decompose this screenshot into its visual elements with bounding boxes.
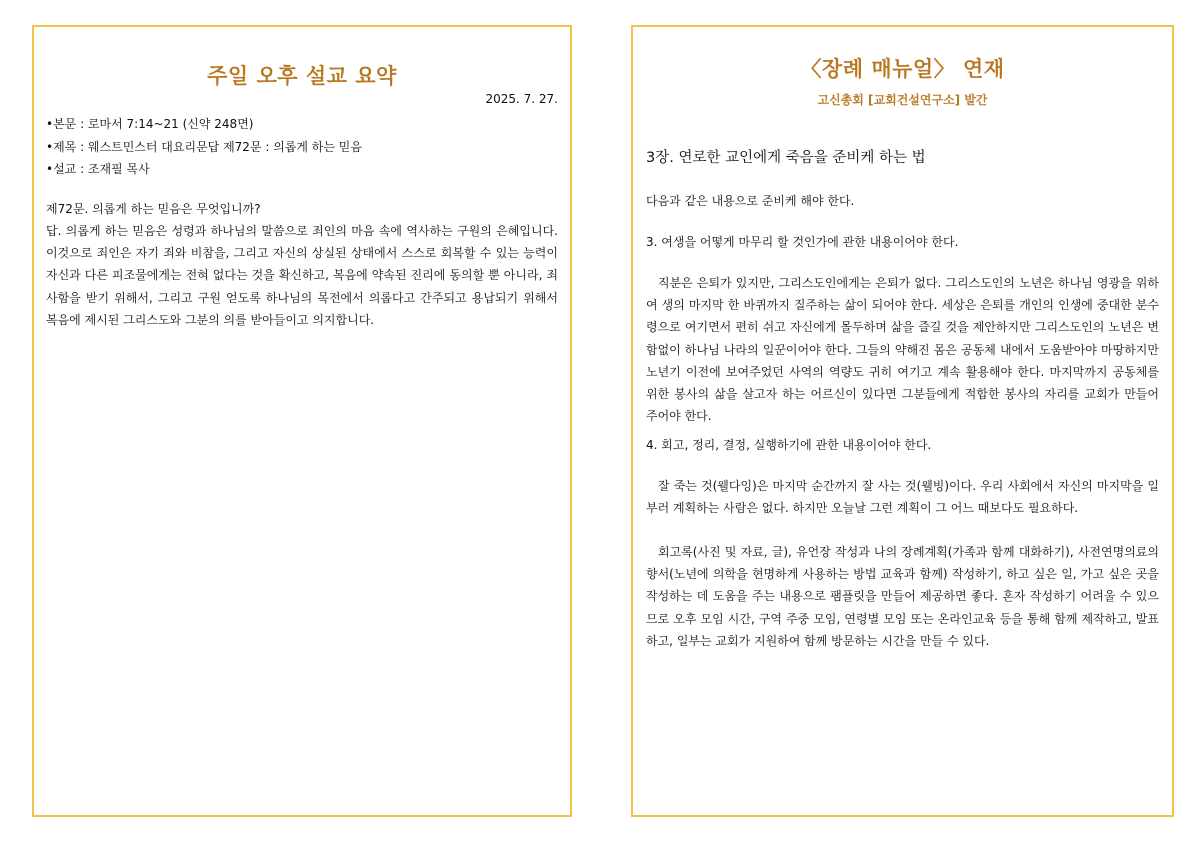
sermon-scripture: •본문 : 로마서 7:14~21 (신약 248면) xyxy=(46,117,254,131)
section-4-body-2: 회고록(사진 및 자료, 글), 유언장 작성과 나의 장례계획(가족과 함께 대화하기), 사전연명의료의향서(노년에 의학을 현명하게 사용하는 방법 교육과 함께) 작성하기, 하고 싶은 일, 가고 싶은 곳을 작성하는 데 도움을 주는 내용으로 팸플릿을 만들어 제공하면 좋다. 혼자 작성하기 어려울 수 있으므로 오후 모임 시간, 구역 주중 모임, 연령별 모임 또는 온라인교육 등을 통해 함께 제작하고, 발표하고, 일부는 교회가 지원하여 함께 방문하는 시간을 만들 수 있다. xyxy=(646,545,1159,648)
funeral-manual-title: 〈장례 매뉴얼〉 연재 xyxy=(800,57,1005,81)
chapter-intro: 다음과 같은 내용으로 준비케 해야 한다. xyxy=(646,194,855,208)
sermon-meta xyxy=(46,113,362,181)
catechism-answer: 답. 의롭게 하는 믿음은 성령과 하나님의 말씀으로 죄인의 마음 속에 역사하는 구원의 은혜입니다. 이것으로 죄인은 자기 죄와 비참을, 그리고 자신의 상실된 상태에서 스스로 회복할 수 있는 능력이 자신과 다른 피조물에게는 전혀 없다는 것을 확신하고, 복음에 약속된 진리에 동의할 뿐 아니라, 죄 사함을 받기 위해서, 그리고 구원 얻도록 하나님의 목전에서 의롭다고 간주되고 용납되기 위해서 복음에 제시된 그리스도와 그분의 의를 받아들이고 의지합니다. xyxy=(46,224,558,327)
chapter-heading: 3장. 연로한 교인에게 죽음을 준비케 하는 법 xyxy=(646,150,926,166)
section-4-heading: 4. 회고, 정리, 결정, 실행하기에 관한 내용이어야 한다. xyxy=(646,438,932,452)
sermon-summary-title: 주일 오후 설교 요약 xyxy=(207,64,397,88)
section-4-body-1: 잘 죽는 것(웰다잉)은 마지막 순간까지 잘 사는 것(웰빙)이다. 우리 사회에서 자신의 마지막을 일부러 계획하는 사람은 없다. 하지만 오늘날 그런 계획이 그 어느 때보다도 필요하다. xyxy=(646,479,1159,516)
sermon-summary-page xyxy=(32,25,572,817)
sermon-topic: •제목 : 웨스트민스터 대요리문답 제72문 : 의롭게 하는 믿음 xyxy=(46,139,362,154)
funeral-manual-page xyxy=(631,25,1174,817)
sermon-preacher: •설교 : 조재필 목사 xyxy=(46,162,150,176)
section-3-body: 직분은 은퇴가 있지만, 그리스도인에게는 은퇴가 없다. 그리스도인의 노년은 하나님 영광을 위하여 생의 마지막 한 바퀴까지 질주하는 삶이 되어야 한다. 세상은 은퇴를 개인의 인생에 중대한 분수령으로 여기면서 편히 쉬고 자신에게 몰두하며 삶을 즐길 것을 제안하지만 그리스도인의 노년은 변함없이 하나님 나라의 일꾼이어야 한다. 그들의 약해진 몸은 공동체 내에서 도움받아야 마땅하지만 노년기 이전에 보여주었던 사역의 역량도 귀히 여기고 계속 활용해야 한다. 마지막까지 공동체를 위한 봉사의 삶을 살고자 하는 어르신이 있다면 그분들에게 적합한 봉사의 자리를 교회가 만들어 주어야 한다. xyxy=(646,276,1159,424)
sermon-date: 2025. 7. 27. xyxy=(485,92,558,106)
section-3-heading: 3. 여생을 어떻게 마무리 할 것인가에 관한 내용이어야 한다. xyxy=(646,235,959,249)
catechism-question: 제72문. 의롭게 하는 믿음은 무엇입니까? xyxy=(46,202,261,216)
funeral-manual-subtitle: 고신총회 [교회건설연구소] 발간 xyxy=(817,93,988,107)
